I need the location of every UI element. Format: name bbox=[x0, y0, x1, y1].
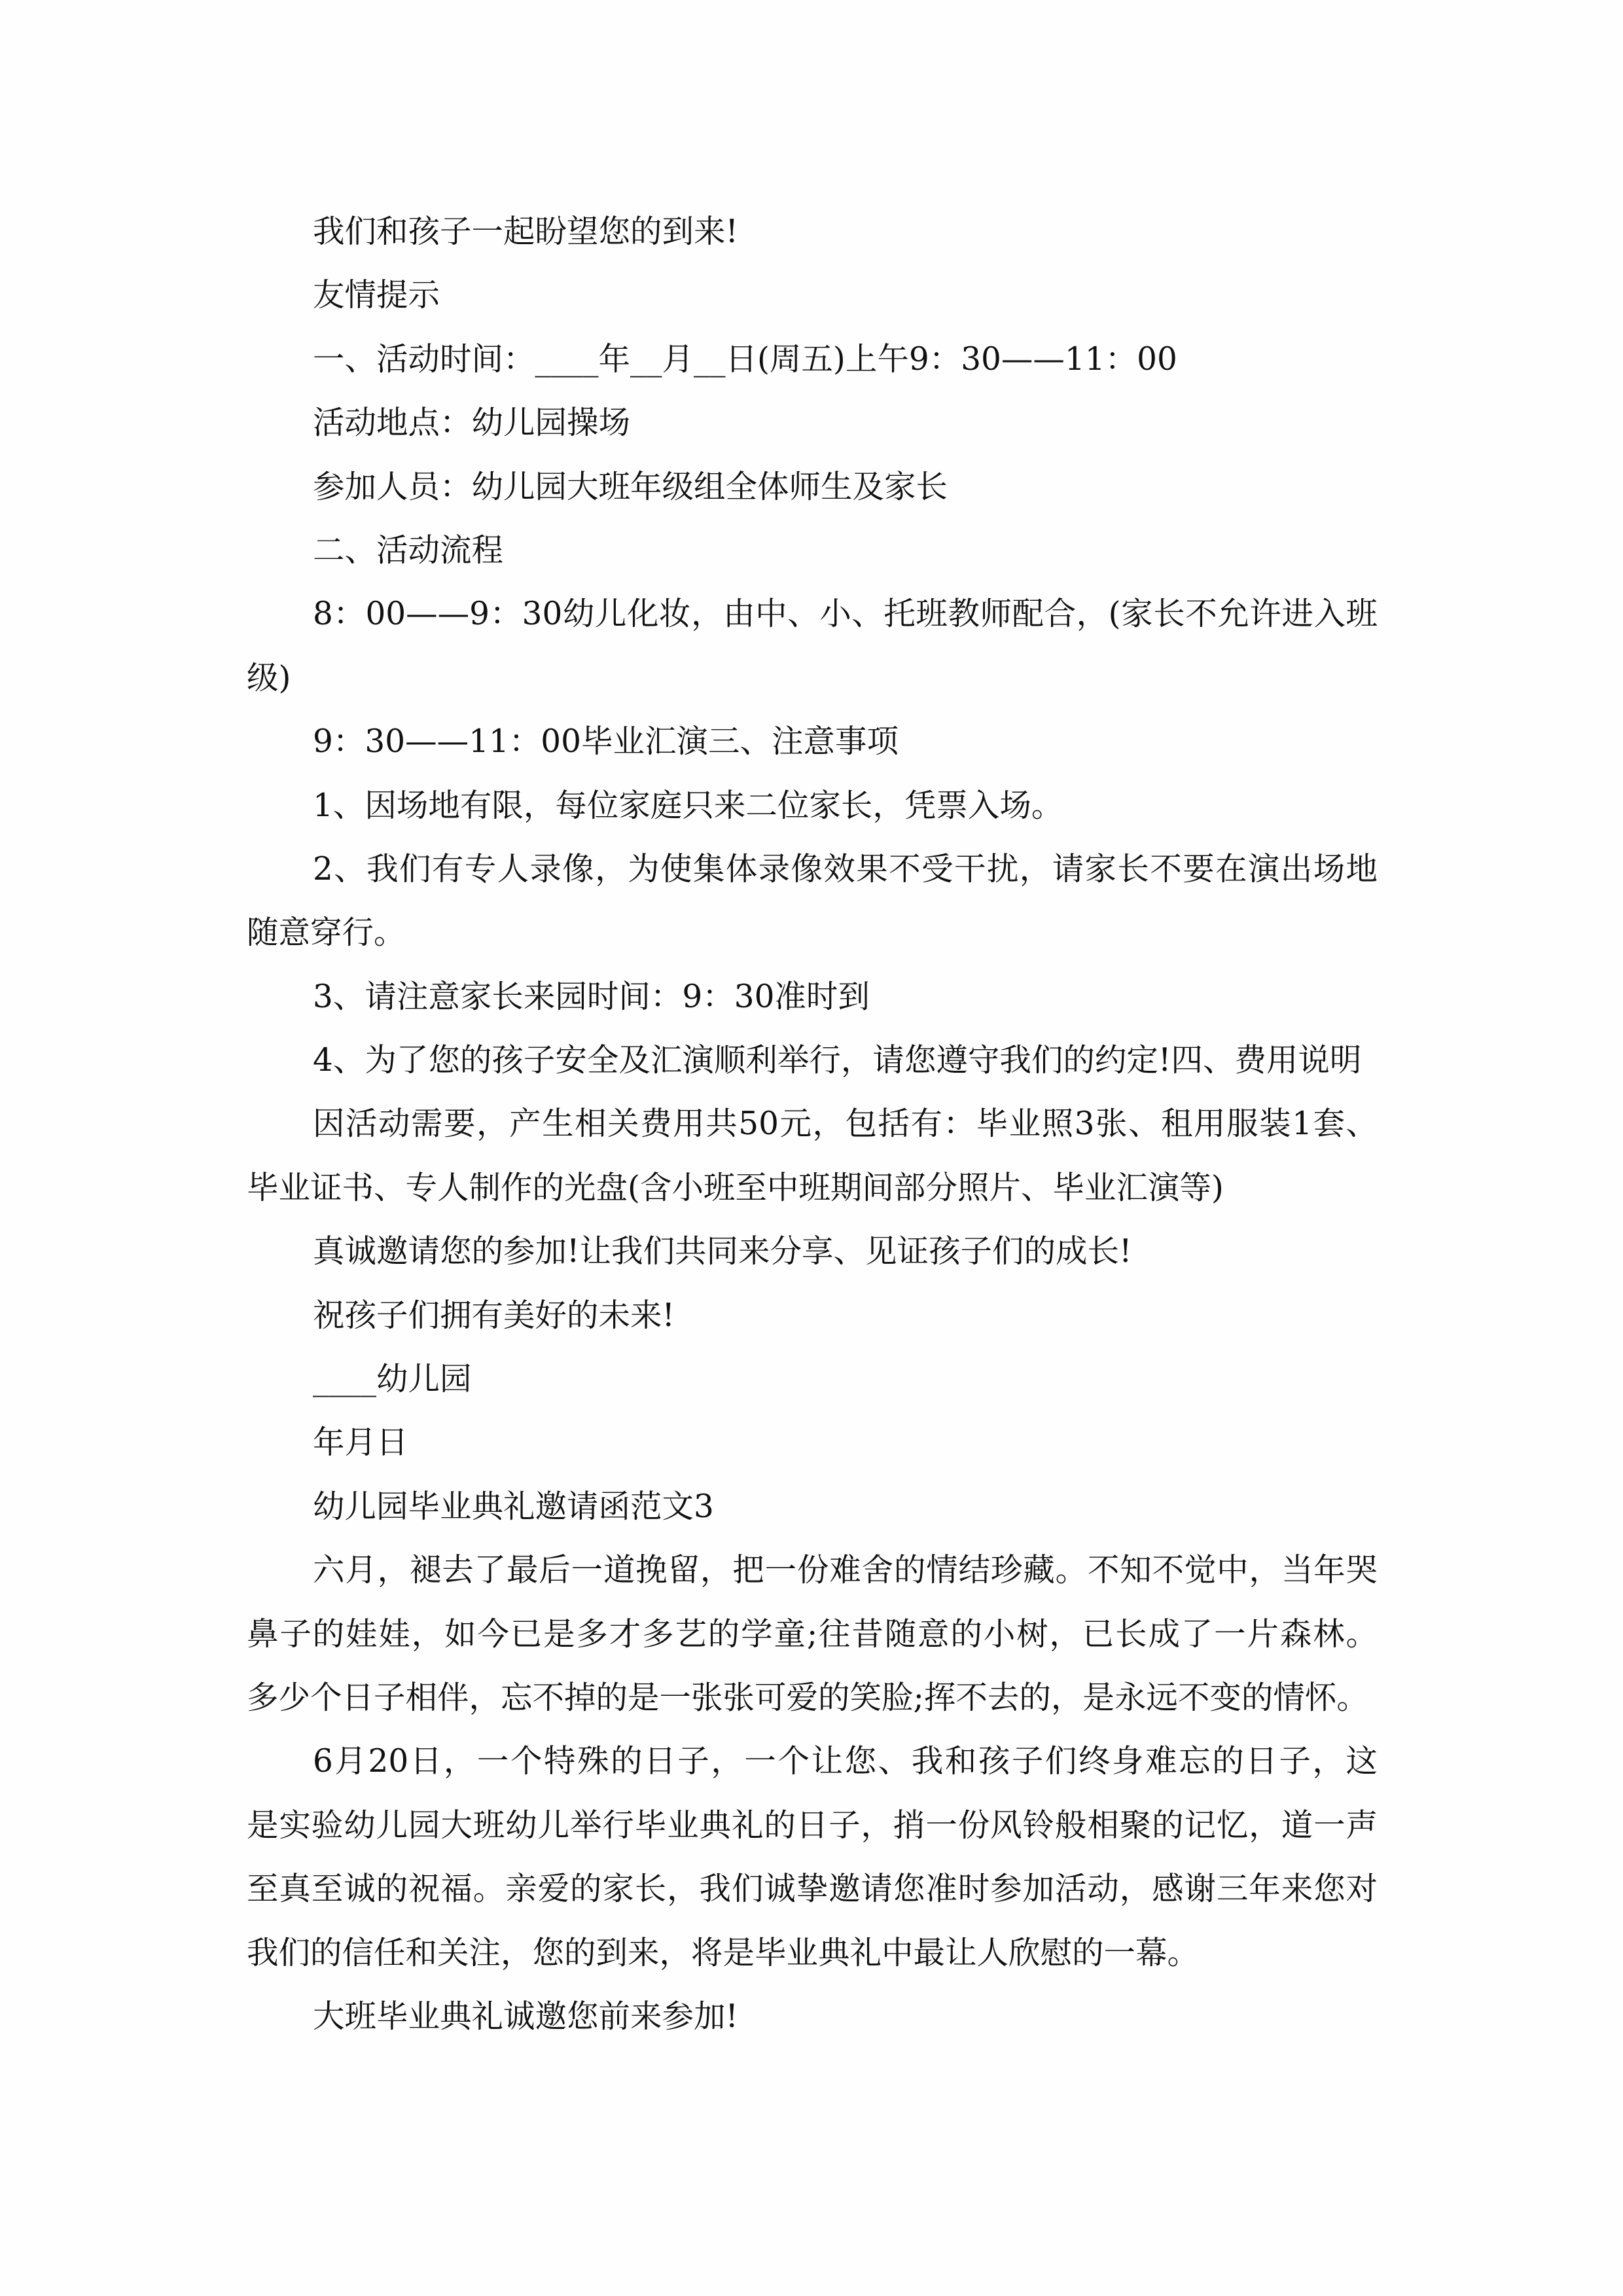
paragraph-line: 至真至诚的祝福。亲爱的家长，我们诚挚邀请您准时参加活动，感谢三年来您对 bbox=[247, 1871, 1378, 1908]
paragraph bbox=[247, 583, 1378, 710]
paragraph-line: 因活动需要，产生相关费用共50元，包括有：毕业照3张、租用服装1套、 bbox=[313, 1105, 1378, 1143]
paragraph bbox=[247, 1539, 1378, 1730]
paragraph-line: 祝孩子们拥有美好的未来! bbox=[313, 1297, 675, 1334]
paragraph-line: 真诚邀请您的参加!让我们共同来分享、见证孩子们的成长! bbox=[313, 1233, 1132, 1270]
paragraph-line: 随意穿行。 bbox=[247, 914, 406, 952]
paragraph-line: 4、为了您的孩子安全及汇演顺利举行，请您遵守我们的约定!四、费用说明 bbox=[313, 1042, 1362, 1079]
paragraph-line: 6月20日，一个特殊的日子，一个让您、我和孩子们终身难忘的日子，这 bbox=[313, 1743, 1378, 1780]
document-body bbox=[247, 200, 1378, 2049]
paragraph bbox=[247, 1730, 1378, 1985]
paragraph-line: 鼻子的娃娃，如今已是多才多艺的学童;往昔随意的小树，已长成了一片森林。 bbox=[247, 1615, 1378, 1653]
paragraph bbox=[247, 519, 1378, 583]
paragraph-line: 2、我们有专人录像，为使集体录像效果不受干扰，请家长不要在演出场地 bbox=[313, 850, 1378, 888]
paragraph-line: ____幼儿园 bbox=[313, 1361, 472, 1398]
paragraph bbox=[247, 456, 1378, 519]
paragraph bbox=[247, 1029, 1378, 1092]
paragraph bbox=[247, 965, 1378, 1029]
paragraph bbox=[247, 328, 1378, 391]
paragraph bbox=[247, 391, 1378, 455]
paragraph-line: 幼儿园毕业典礼邀请函范文3 bbox=[313, 1488, 714, 1525]
paragraph bbox=[247, 1985, 1378, 2049]
paragraph bbox=[247, 1220, 1378, 1283]
paragraph bbox=[247, 1348, 1378, 1411]
paragraph bbox=[247, 1284, 1378, 1348]
paragraph-line: 大班毕业典礼诚邀您前来参加! bbox=[313, 1998, 738, 2035]
paragraph-line: 二、活动流程 bbox=[313, 531, 504, 569]
paragraph-line: 多少个日子相伴，忘不掉的是一张张可爱的笑脸;挥不去的，是永远不变的情怀。 bbox=[247, 1679, 1368, 1716]
paragraph bbox=[247, 1475, 1378, 1539]
paragraph-line: 友情提示 bbox=[313, 277, 440, 314]
paragraph-line: 我们的信任和关注，您的到来，将是毕业典礼中最让人欣慰的一幕。 bbox=[247, 1934, 1200, 1971]
paragraph-line: 是实验幼儿园大班幼儿举行毕业典礼的日子，捎一份风铃般相聚的记忆，道一声 bbox=[247, 1806, 1378, 1844]
paragraph-line: 我们和孩子一起盼望您的到来! bbox=[313, 213, 738, 250]
paragraph bbox=[247, 1092, 1378, 1220]
paragraph-line: 9：30——11：00毕业汇演三、注意事项 bbox=[313, 723, 899, 761]
paragraph bbox=[247, 1411, 1378, 1475]
paragraph-line: 1、因场地有限，每位家庭只来二位家长，凭票入场。 bbox=[313, 787, 1063, 824]
paragraph bbox=[247, 200, 1378, 264]
paragraph-line: 8：00——9：30幼儿化妆，由中、小、托班教师配合，(家长不允许进入班 bbox=[313, 596, 1378, 633]
paragraph-line: 毕业证书、专人制作的光盘(含小班至中班期间部分照片、毕业汇演等) bbox=[247, 1169, 1224, 1206]
paragraph-line: 3、请注意家长来园时间：9：30准时到 bbox=[313, 978, 870, 1015]
paragraph bbox=[247, 838, 1378, 965]
paragraph-line: 活动地点：幼儿园操场 bbox=[313, 404, 631, 442]
paragraph-line: 级) bbox=[247, 659, 291, 696]
paragraph-line: 参加人员：幼儿园大班年级组全体师生及家长 bbox=[313, 468, 948, 505]
paragraph-line: 六月，褪去了最后一道挽留，把一份难舍的情结珍藏。不知不觉中，当年哭 bbox=[313, 1552, 1378, 1589]
paragraph bbox=[247, 710, 1378, 774]
paragraph bbox=[247, 774, 1378, 838]
paragraph bbox=[247, 264, 1378, 327]
paragraph-line: 年月日 bbox=[313, 1424, 408, 1462]
paragraph-line: 一、活动时间：____年__月__日(周五)上午9：30——11：00 bbox=[313, 340, 1177, 378]
